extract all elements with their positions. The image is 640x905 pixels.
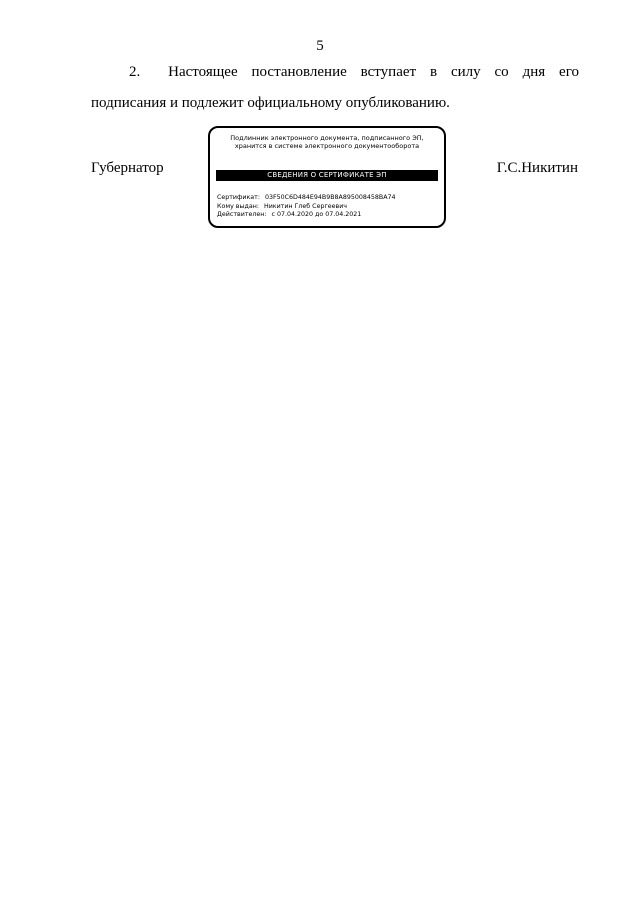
stamp-note-line: хранится в системе электронного документооборота: [234, 142, 420, 150]
stamp-note: [210, 134, 444, 150]
page-number: 5: [316, 38, 324, 54]
validity-row: [217, 211, 396, 220]
paragraph-word: его: [559, 64, 579, 80]
validity-label: Действителен:: [217, 211, 267, 218]
paragraph-word: Настоящее: [168, 64, 238, 80]
issued-to-row: [217, 203, 396, 212]
paragraph-word: со: [494, 64, 509, 80]
paragraph-word: дня: [522, 64, 546, 80]
issued-to-value: Никитин Глеб Сергеевич: [263, 202, 348, 210]
certificate-label: Сертификат:: [217, 194, 260, 201]
stamp-details: [217, 194, 396, 220]
paragraph-first-line: [91, 57, 579, 88]
signatory-position: Губернатор: [91, 160, 164, 176]
certificate-value: 03F50C6D484E94B9B8A895008458BA74: [264, 194, 396, 201]
paragraph-word: силу: [450, 64, 481, 80]
signatory-name: Г.С.Никитин: [496, 160, 578, 176]
validity-value: с 07.04.2020 до 07.04.2021: [271, 211, 362, 218]
paragraph-word: постановление: [251, 64, 347, 80]
paragraph-word: в: [429, 64, 438, 80]
stamp-header: СВЕДЕНИЯ О СЕРТИФИКАТЕ ЭП: [216, 170, 438, 181]
paragraph-second-line: подписания и подлежит официальному опубликованию.: [91, 95, 450, 111]
stamp-note-line: Подлинник электронного документа, подписанного ЭП,: [230, 134, 424, 142]
certificate-row: [217, 194, 396, 203]
electronic-signature-stamp: [208, 126, 446, 228]
paragraph-word: вступает: [360, 64, 417, 80]
paragraph-number: 2.: [129, 64, 141, 80]
issued-to-label: Кому выдан:: [217, 202, 259, 210]
